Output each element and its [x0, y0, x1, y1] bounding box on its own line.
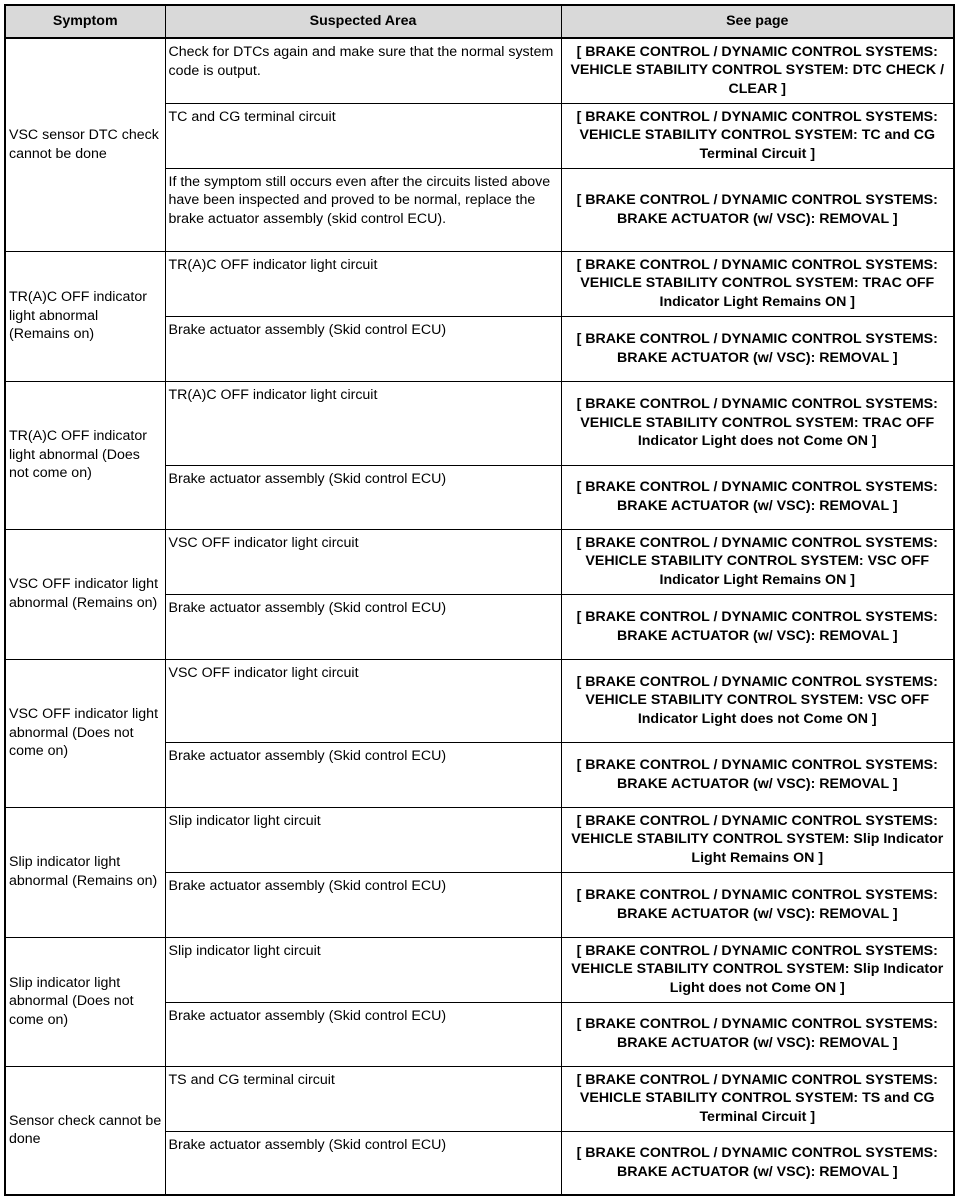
header-suspected-area: Suspected Area: [165, 5, 561, 38]
symptom-cell: Sensor check cannot be done: [5, 1066, 165, 1195]
problem-symptoms-table: [4, 4, 955, 1196]
symptom-cell: Slip indicator light abnormal (Remains on): [5, 807, 165, 937]
see-page-link[interactable]: [ BRAKE CONTROL / DYNAMIC CONTROL SYSTEMS: VEHICLE STABILITY CONTROL SYSTEM: VSC OFF Indicator Light does not Come ON ]: [561, 659, 954, 742]
see-page-link[interactable]: [ BRAKE CONTROL / DYNAMIC CONTROL SYSTEMS: BRAKE ACTUATOR (w/ VSC): REMOVAL ]: [561, 1002, 954, 1066]
suspected-area-cell: Brake actuator assembly (Skid control ECU): [165, 872, 561, 937]
symptom-cell: VSC OFF indicator light abnormal (Remains on): [5, 529, 165, 659]
see-page-link[interactable]: [ BRAKE CONTROL / DYNAMIC CONTROL SYSTEMS: BRAKE ACTUATOR (w/ VSC): REMOVAL ]: [561, 742, 954, 807]
see-page-link[interactable]: [ BRAKE CONTROL / DYNAMIC CONTROL SYSTEMS: VEHICLE STABILITY CONTROL SYSTEM: TS and CG Terminal Circuit ]: [561, 1066, 954, 1131]
suspected-area-cell: TS and CG terminal circuit: [165, 1066, 561, 1131]
table-row: [5, 251, 954, 316]
table-row: [5, 807, 954, 872]
table-row: [5, 659, 954, 742]
see-page-link[interactable]: [ BRAKE CONTROL / DYNAMIC CONTROL SYSTEMS: VEHICLE STABILITY CONTROL SYSTEM: VSC OFF Indicator Light Remains ON ]: [561, 529, 954, 594]
table-row: [5, 381, 954, 465]
suspected-area-cell: Brake actuator assembly (Skid control ECU): [165, 1002, 561, 1066]
table-row: [5, 38, 954, 103]
symptom-cell: Slip indicator light abnormal (Does not come on): [5, 937, 165, 1066]
suspected-area-cell: Brake actuator assembly (Skid control ECU): [165, 594, 561, 659]
suspected-area-cell: Brake actuator assembly (Skid control ECU): [165, 742, 561, 807]
suspected-area-cell: Slip indicator light circuit: [165, 937, 561, 1002]
see-page-link[interactable]: [ BRAKE CONTROL / DYNAMIC CONTROL SYSTEMS: BRAKE ACTUATOR (w/ VSC): REMOVAL ]: [561, 594, 954, 659]
symptom-cell: TR(A)C OFF indicator light abnormal (Does not come on): [5, 381, 165, 529]
suspected-area-cell: Brake actuator assembly (Skid control ECU): [165, 316, 561, 381]
see-page-link[interactable]: [ BRAKE CONTROL / DYNAMIC CONTROL SYSTEMS: BRAKE ACTUATOR (w/ VSC): REMOVAL ]: [561, 465, 954, 529]
suspected-area-cell: TC and CG terminal circuit: [165, 103, 561, 168]
see-page-link[interactable]: [ BRAKE CONTROL / DYNAMIC CONTROL SYSTEMS: VEHICLE STABILITY CONTROL SYSTEM: Slip Indicator Light Remains ON ]: [561, 807, 954, 872]
table-row: [5, 529, 954, 594]
header-see-page: See page: [561, 5, 954, 38]
suspected-area-cell: VSC OFF indicator light circuit: [165, 529, 561, 594]
suspected-area-cell: VSC OFF indicator light circuit: [165, 659, 561, 742]
suspected-area-cell: If the symptom still occurs even after the circuits listed above have been inspected and proved to be normal, replace the brake actuator assembly (skid control ECU).: [165, 168, 561, 251]
suspected-area-cell: Slip indicator light circuit: [165, 807, 561, 872]
see-page-link[interactable]: [ BRAKE CONTROL / DYNAMIC CONTROL SYSTEMS: VEHICLE STABILITY CONTROL SYSTEM: TRAC OFF Indicator Light Remains ON ]: [561, 251, 954, 316]
symptom-cell: TR(A)C OFF indicator light abnormal (Remains on): [5, 251, 165, 381]
suspected-area-cell: TR(A)C OFF indicator light circuit: [165, 251, 561, 316]
see-page-link[interactable]: [ BRAKE CONTROL / DYNAMIC CONTROL SYSTEMS: VEHICLE STABILITY CONTROL SYSTEM: TC and CG Terminal Circuit ]: [561, 103, 954, 168]
see-page-link[interactable]: [ BRAKE CONTROL / DYNAMIC CONTROL SYSTEMS: BRAKE ACTUATOR (w/ VSC): REMOVAL ]: [561, 168, 954, 251]
suspected-area-cell: Brake actuator assembly (Skid control ECU): [165, 465, 561, 529]
header-symptom: Symptom: [5, 5, 165, 38]
see-page-link[interactable]: [ BRAKE CONTROL / DYNAMIC CONTROL SYSTEMS: BRAKE ACTUATOR (w/ VSC): REMOVAL ]: [561, 872, 954, 937]
header-row: [5, 5, 954, 38]
table-row: [5, 937, 954, 1002]
symptom-cell: VSC sensor DTC check cannot be done: [5, 38, 165, 251]
table-row: [5, 1066, 954, 1131]
see-page-link[interactable]: [ BRAKE CONTROL / DYNAMIC CONTROL SYSTEMS: VEHICLE STABILITY CONTROL SYSTEM: Slip Indicator Light does not Come ON ]: [561, 937, 954, 1002]
see-page-link[interactable]: [ BRAKE CONTROL / DYNAMIC CONTROL SYSTEMS: BRAKE ACTUATOR (w/ VSC): REMOVAL ]: [561, 316, 954, 381]
suspected-area-cell: TR(A)C OFF indicator light circuit: [165, 381, 561, 465]
see-page-link[interactable]: [ BRAKE CONTROL / DYNAMIC CONTROL SYSTEMS: VEHICLE STABILITY CONTROL SYSTEM: TRAC OFF Indicator Light does not Come ON ]: [561, 381, 954, 465]
suspected-area-cell: Check for DTCs again and make sure that the normal system code is output.: [165, 38, 561, 103]
see-page-link[interactable]: [ BRAKE CONTROL / DYNAMIC CONTROL SYSTEMS: VEHICLE STABILITY CONTROL SYSTEM: DTC CHECK / CLEAR ]: [561, 38, 954, 103]
suspected-area-cell: Brake actuator assembly (Skid control ECU): [165, 1131, 561, 1195]
see-page-link[interactable]: [ BRAKE CONTROL / DYNAMIC CONTROL SYSTEMS: BRAKE ACTUATOR (w/ VSC): REMOVAL ]: [561, 1131, 954, 1195]
symptom-cell: VSC OFF indicator light abnormal (Does not come on): [5, 659, 165, 807]
